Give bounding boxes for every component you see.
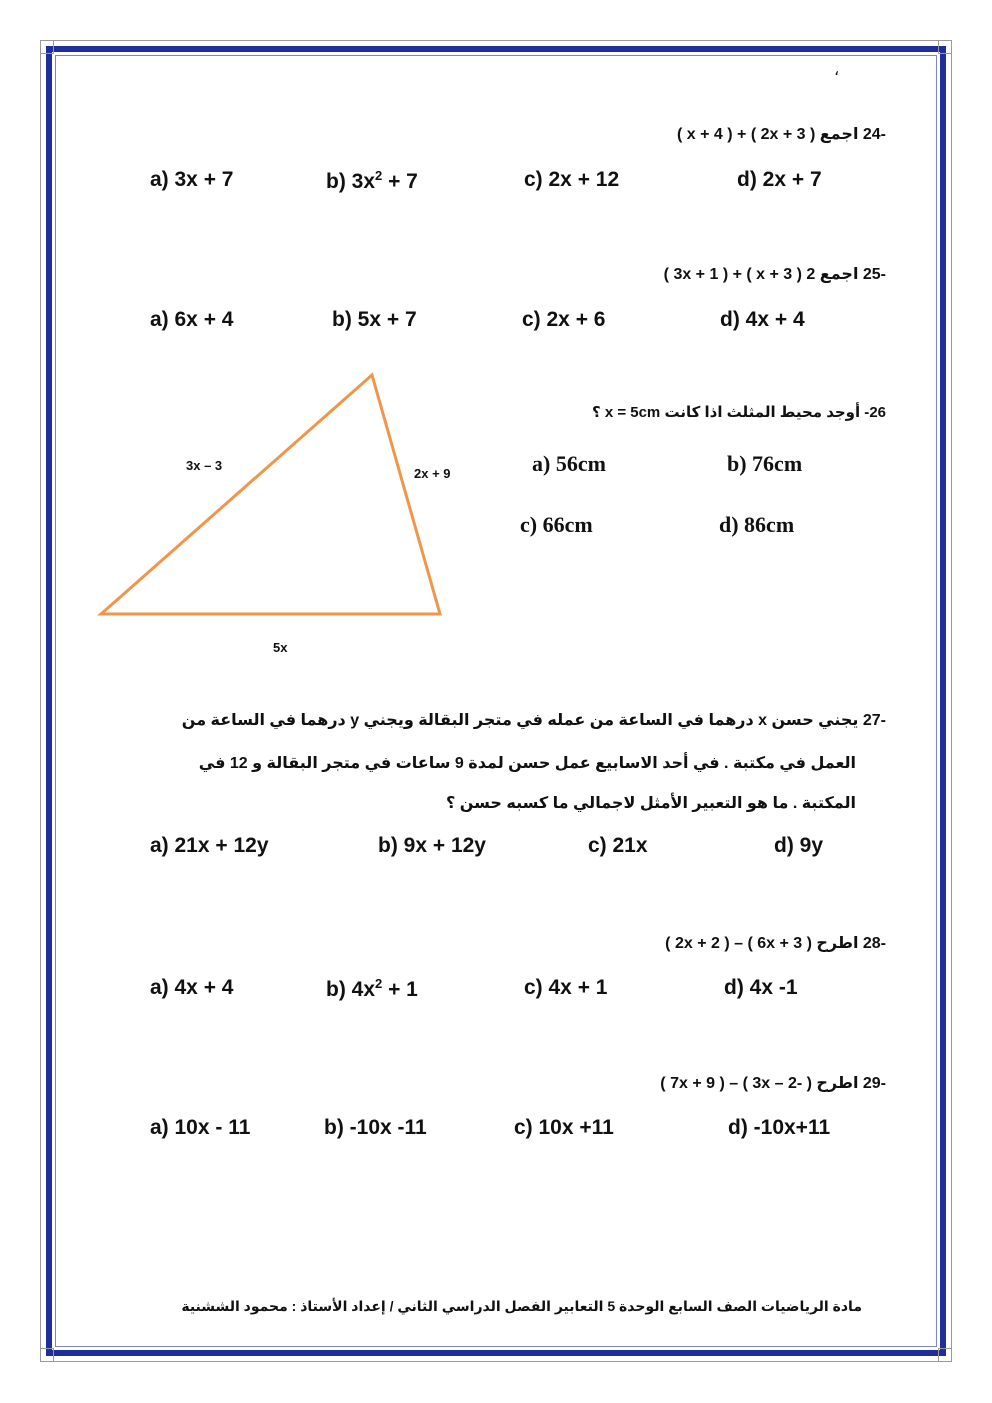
question-25-prompt: -25 اجمع 2 ( x + 3 ) + ( 3x + 1 ) [663, 266, 886, 283]
question-25-option-c[interactable]: c) 2x + 6 [522, 308, 606, 331]
corner-ornament [40, 40, 54, 54]
page-border-inner [55, 55, 937, 1347]
question-27-option-d[interactable]: d) 9y [774, 834, 824, 857]
question-29-option-d[interactable]: d) -10x+11 [728, 1116, 831, 1139]
question-27-line-3: المكتبة . ما هو التعبير الأمثل لاجمالي ما كسبه حسن ؟ [445, 795, 856, 812]
triangle-side-right-label: 2x + 9 [414, 466, 451, 481]
exponent: 2 [375, 168, 383, 183]
corner-ornament [938, 1348, 952, 1362]
question-27-option-b[interactable]: b) 9x + 12y [378, 834, 486, 857]
question-28-option-d[interactable]: d) 4x -1 [724, 976, 798, 999]
question-28-option-c[interactable]: c) 4x + 1 [524, 976, 608, 999]
option-text: + 1 [382, 978, 418, 1001]
question-28-prompt: -28 اطرح ( 6x + 3 ) – ( 2x + 2 ) [665, 935, 886, 952]
question-26-prompt: 26- أوجد محيط المثلث اذا كانت x = 5cm ؟ [591, 404, 886, 421]
option-text: + 7 [382, 170, 418, 193]
triangle-shape [101, 375, 440, 614]
corner-ornament [40, 1348, 54, 1362]
stray-mark: ، [834, 62, 840, 79]
question-26-option-d[interactable]: d) 86cm [719, 512, 795, 537]
question-25-option-a[interactable]: a) 6x + 4 [150, 308, 234, 331]
question-27-line-2: العمل في مكتبة . في أحد الاسابيع عمل حسن لمدة 9 ساعات في متجر البقالة و 12 في [198, 755, 856, 772]
question-24-option-b[interactable] [326, 168, 418, 194]
question-27-line-1: -27 يجني حسن x درهما في الساعة من عمله في متجر البقالة ويجني y درهما في الساعة من [181, 712, 886, 729]
question-25-option-b[interactable]: b) 5x + 7 [332, 308, 417, 331]
question-29-option-b[interactable]: b) -10x -11 [324, 1116, 427, 1139]
question-25-option-d[interactable]: d) 4x + 4 [720, 308, 805, 331]
page-footer: مادة الرياضيات الصف السابع الوحدة 5 التعابير الفصل الدراسي الثاني / إعداد الأستاذ : محمود الششنية [181, 1298, 862, 1314]
question-29-option-c[interactable]: c) 10x +11 [514, 1116, 614, 1139]
question-29-prompt: -29 اطرح ( -3x – 2 ) – ( 7x + 9 ) [660, 1075, 886, 1092]
question-27-option-c[interactable]: c) 21x [588, 834, 648, 857]
question-24-option-d[interactable]: d) 2x + 7 [737, 168, 822, 191]
question-26-option-a[interactable]: a) 56cm [532, 451, 606, 476]
question-24-option-a[interactable]: a) 3x + 7 [150, 168, 234, 191]
question-24-option-c[interactable]: c) 2x + 12 [524, 168, 620, 191]
exponent: 2 [375, 976, 383, 991]
triangle-side-left-label: 3x – 3 [186, 458, 223, 473]
option-text: b) 4x [326, 978, 376, 1001]
triangle-side-bottom-label: 5x [273, 640, 288, 655]
option-text: b) 3x [326, 170, 376, 193]
question-24-prompt: -24 اجمع ( 2x + 3 ) + ( x + 4 ) [677, 126, 886, 143]
question-28-option-b[interactable] [326, 976, 418, 1002]
question-28-option-a[interactable]: a) 4x + 4 [150, 976, 234, 999]
corner-ornament [938, 40, 952, 54]
question-26-option-c[interactable]: c) 66cm [520, 512, 593, 537]
question-26-option-b[interactable]: b) 76cm [727, 451, 803, 476]
triangle-diagram [96, 370, 448, 622]
question-29-option-a[interactable]: a) 10x - 11 [150, 1116, 251, 1139]
question-27-option-a[interactable]: a) 21x + 12y [150, 834, 269, 857]
